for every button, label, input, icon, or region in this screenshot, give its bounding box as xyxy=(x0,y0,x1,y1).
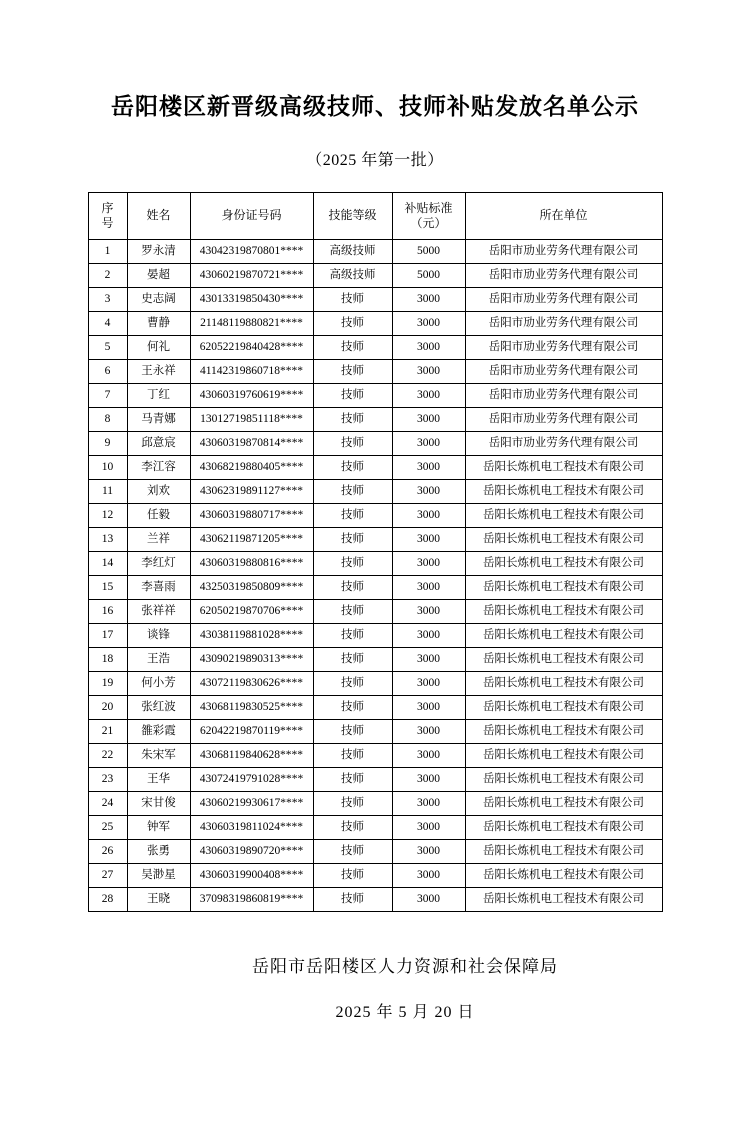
cell-unit: 岳阳长炼机电工程技术有限公司 xyxy=(465,576,662,600)
cell-id-number: 43068219880405**** xyxy=(190,456,313,480)
cell-unit: 岳阳长炼机电工程技术有限公司 xyxy=(465,600,662,624)
cell-index: 26 xyxy=(88,840,127,864)
cell-index: 15 xyxy=(88,576,127,600)
table-row xyxy=(88,336,662,360)
table-row xyxy=(88,696,662,720)
cell-unit: 岳阳长炼机电工程技术有限公司 xyxy=(465,456,662,480)
cell-subsidy: 3000 xyxy=(392,456,465,480)
cell-subsidy: 3000 xyxy=(392,840,465,864)
cell-skill-level: 技师 xyxy=(313,576,392,600)
cell-unit: 岳阳市劢业劳务代理有限公司 xyxy=(465,312,662,336)
cell-skill-level: 技师 xyxy=(313,504,392,528)
cell-subsidy: 3000 xyxy=(392,624,465,648)
cell-unit: 岳阳长炼机电工程技术有限公司 xyxy=(465,552,662,576)
cell-unit: 岳阳长炼机电工程技术有限公司 xyxy=(465,864,662,888)
cell-id-number: 43060219930617**** xyxy=(190,792,313,816)
table-row xyxy=(88,360,662,384)
cell-skill-level: 技师 xyxy=(313,288,392,312)
cell-index: 19 xyxy=(88,672,127,696)
cell-skill-level: 技师 xyxy=(313,336,392,360)
cell-unit: 岳阳长炼机电工程技术有限公司 xyxy=(465,480,662,504)
cell-id-number: 43060319890720**** xyxy=(190,840,313,864)
table-row xyxy=(88,648,662,672)
cell-index: 7 xyxy=(88,384,127,408)
column-header-subsidy-line2: （元） xyxy=(410,216,447,230)
cell-id-number: 62052219840428**** xyxy=(190,336,313,360)
cell-subsidy: 3000 xyxy=(392,312,465,336)
cell-id-number: 43038119881028**** xyxy=(190,624,313,648)
table-row xyxy=(88,840,662,864)
cell-skill-level: 技师 xyxy=(313,312,392,336)
cell-index: 22 xyxy=(88,744,127,768)
cell-name: 丁红 xyxy=(127,384,190,408)
cell-name: 宋甘俊 xyxy=(127,792,190,816)
cell-name: 何小芳 xyxy=(127,672,190,696)
table-row xyxy=(88,552,662,576)
cell-unit: 岳阳长炼机电工程技术有限公司 xyxy=(465,648,662,672)
table-header xyxy=(88,193,662,240)
cell-index: 14 xyxy=(88,552,127,576)
cell-index: 3 xyxy=(88,288,127,312)
table-row xyxy=(88,240,662,264)
table-row xyxy=(88,624,662,648)
cell-skill-level: 技师 xyxy=(313,456,392,480)
cell-subsidy: 3000 xyxy=(392,768,465,792)
table-row xyxy=(88,312,662,336)
cell-unit: 岳阳长炼机电工程技术有限公司 xyxy=(465,720,662,744)
cell-name: 何礼 xyxy=(127,336,190,360)
cell-unit: 岳阳长炼机电工程技术有限公司 xyxy=(465,792,662,816)
page-subtitle: （2025 年第一批） xyxy=(306,152,444,169)
cell-unit: 岳阳长炼机电工程技术有限公司 xyxy=(465,840,662,864)
cell-unit: 岳阳长炼机电工程技术有限公司 xyxy=(465,744,662,768)
cell-index: 4 xyxy=(88,312,127,336)
table-header-row xyxy=(88,193,662,240)
cell-id-number: 43060319870814**** xyxy=(190,432,313,456)
cell-unit: 岳阳长炼机电工程技术有限公司 xyxy=(465,888,662,912)
cell-id-number: 43060319811024**** xyxy=(190,816,313,840)
cell-name: 吴渺星 xyxy=(127,864,190,888)
cell-name: 曹静 xyxy=(127,312,190,336)
cell-subsidy: 3000 xyxy=(392,576,465,600)
table-row xyxy=(88,264,662,288)
cell-id-number: 13012719851118**** xyxy=(190,408,313,432)
table-row xyxy=(88,768,662,792)
cell-subsidy: 3000 xyxy=(392,360,465,384)
cell-subsidy: 3000 xyxy=(392,552,465,576)
cell-name: 王浩 xyxy=(127,648,190,672)
cell-unit: 岳阳长炼机电工程技术有限公司 xyxy=(465,504,662,528)
cell-index: 5 xyxy=(88,336,127,360)
table-row xyxy=(88,672,662,696)
cell-name: 李红灯 xyxy=(127,552,190,576)
cell-id-number: 21148119880821**** xyxy=(190,312,313,336)
cell-skill-level: 技师 xyxy=(313,888,392,912)
cell-skill-level: 技师 xyxy=(313,864,392,888)
cell-index: 6 xyxy=(88,360,127,384)
cell-skill-level: 技师 xyxy=(313,672,392,696)
issue-date: 2025 年 5 月 20 日 xyxy=(335,1004,475,1021)
cell-name: 刘欢 xyxy=(127,480,190,504)
column-header-name: 姓名 xyxy=(127,193,190,240)
cell-skill-level: 技师 xyxy=(313,360,392,384)
cell-unit: 岳阳市劢业劳务代理有限公司 xyxy=(465,240,662,264)
cell-name: 罗永清 xyxy=(127,240,190,264)
cell-skill-level: 高级技师 xyxy=(313,264,392,288)
cell-subsidy: 3000 xyxy=(392,288,465,312)
cell-index: 10 xyxy=(88,456,127,480)
cell-index: 11 xyxy=(88,480,127,504)
cell-name: 王晓 xyxy=(127,888,190,912)
cell-index: 9 xyxy=(88,432,127,456)
table-row xyxy=(88,456,662,480)
cell-id-number: 43062319891127**** xyxy=(190,480,313,504)
cell-subsidy: 3000 xyxy=(392,384,465,408)
cell-skill-level: 技师 xyxy=(313,384,392,408)
cell-id-number: 43250319850809**** xyxy=(190,576,313,600)
cell-unit: 岳阳长炼机电工程技术有限公司 xyxy=(465,672,662,696)
cell-id-number: 62042219870119**** xyxy=(190,720,313,744)
table-row xyxy=(88,288,662,312)
document-page xyxy=(0,88,750,1147)
cell-unit: 岳阳市劢业劳务代理有限公司 xyxy=(465,360,662,384)
cell-subsidy: 3000 xyxy=(392,888,465,912)
cell-name: 史志阔 xyxy=(127,288,190,312)
cell-subsidy: 5000 xyxy=(392,240,465,264)
cell-skill-level: 技师 xyxy=(313,768,392,792)
table-row xyxy=(88,432,662,456)
cell-subsidy: 3000 xyxy=(392,648,465,672)
cell-id-number: 43060219870721**** xyxy=(190,264,313,288)
cell-skill-level: 技师 xyxy=(313,600,392,624)
cell-skill-level: 技师 xyxy=(313,432,392,456)
cell-skill-level: 技师 xyxy=(313,720,392,744)
cell-skill-level: 技师 xyxy=(313,840,392,864)
table-row xyxy=(88,528,662,552)
table-row xyxy=(88,408,662,432)
cell-subsidy: 3000 xyxy=(392,744,465,768)
issuing-authority: 岳阳市岳阳楼区人力资源和社会保障局 xyxy=(252,957,558,976)
cell-skill-level: 技师 xyxy=(313,552,392,576)
cell-skill-level: 技师 xyxy=(313,408,392,432)
column-header-id-number: 身份证号码 xyxy=(190,193,313,240)
cell-skill-level: 技师 xyxy=(313,624,392,648)
cell-subsidy: 3000 xyxy=(392,600,465,624)
table-row xyxy=(88,792,662,816)
cell-index: 20 xyxy=(88,696,127,720)
cell-name: 任毅 xyxy=(127,504,190,528)
cell-id-number: 43060319900408**** xyxy=(190,864,313,888)
cell-name: 钟军 xyxy=(127,816,190,840)
cell-name: 兰祥 xyxy=(127,528,190,552)
table-row xyxy=(88,600,662,624)
column-header-index-line1: 序 xyxy=(101,201,114,215)
column-header-index xyxy=(88,193,127,240)
cell-skill-level: 高级技师 xyxy=(313,240,392,264)
table-row xyxy=(88,480,662,504)
cell-index: 8 xyxy=(88,408,127,432)
cell-name: 王华 xyxy=(127,768,190,792)
cell-id-number: 43068119830525**** xyxy=(190,696,313,720)
cell-index: 24 xyxy=(88,792,127,816)
cell-subsidy: 3000 xyxy=(392,816,465,840)
cell-name: 雒彩霞 xyxy=(127,720,190,744)
cell-name: 邱意宸 xyxy=(127,432,190,456)
cell-name: 张勇 xyxy=(127,840,190,864)
cell-unit: 岳阳市劢业劳务代理有限公司 xyxy=(465,336,662,360)
cell-id-number: 43072119830626**** xyxy=(190,672,313,696)
cell-name: 李喜雨 xyxy=(127,576,190,600)
cell-skill-level: 技师 xyxy=(313,648,392,672)
table-row xyxy=(88,816,662,840)
cell-name: 张红波 xyxy=(127,696,190,720)
cell-unit: 岳阳长炼机电工程技术有限公司 xyxy=(465,768,662,792)
cell-id-number: 41142319860718**** xyxy=(190,360,313,384)
column-header-index-line2: 号 xyxy=(101,216,114,230)
table-body xyxy=(88,240,662,912)
cell-unit: 岳阳长炼机电工程技术有限公司 xyxy=(465,816,662,840)
subsidy-list-table xyxy=(88,192,663,912)
cell-name: 马青娜 xyxy=(127,408,190,432)
cell-skill-level: 技师 xyxy=(313,744,392,768)
cell-unit: 岳阳长炼机电工程技术有限公司 xyxy=(465,528,662,552)
cell-subsidy: 3000 xyxy=(392,504,465,528)
cell-name: 李江容 xyxy=(127,456,190,480)
cell-id-number: 43042319870801**** xyxy=(190,240,313,264)
cell-skill-level: 技师 xyxy=(313,816,392,840)
cell-skill-level: 技师 xyxy=(313,792,392,816)
table-row xyxy=(88,744,662,768)
cell-name: 张祥祥 xyxy=(127,600,190,624)
cell-unit: 岳阳市劢业劳务代理有限公司 xyxy=(465,384,662,408)
cell-subsidy: 3000 xyxy=(392,864,465,888)
table-row xyxy=(88,888,662,912)
cell-index: 18 xyxy=(88,648,127,672)
column-header-skill-level: 技能等级 xyxy=(313,193,392,240)
cell-id-number: 43060319760619**** xyxy=(190,384,313,408)
cell-subsidy: 3000 xyxy=(392,432,465,456)
cell-subsidy: 3000 xyxy=(392,408,465,432)
cell-id-number: 43060319880816**** xyxy=(190,552,313,576)
cell-index: 17 xyxy=(88,624,127,648)
cell-subsidy: 3000 xyxy=(392,528,465,552)
cell-index: 2 xyxy=(88,264,127,288)
cell-name: 谈锋 xyxy=(127,624,190,648)
cell-unit: 岳阳市劢业劳务代理有限公司 xyxy=(465,264,662,288)
cell-id-number: 43072419791028**** xyxy=(190,768,313,792)
table-row xyxy=(88,720,662,744)
column-header-subsidy-line1: 补贴标准 xyxy=(404,201,453,215)
page-title: 岳阳楼区新晋级高级技师、技师补贴发放名单公示 xyxy=(111,93,639,119)
table-row xyxy=(88,576,662,600)
cell-name: 王永祥 xyxy=(127,360,190,384)
cell-subsidy: 3000 xyxy=(392,720,465,744)
column-header-unit: 所在单位 xyxy=(465,193,662,240)
cell-skill-level: 技师 xyxy=(313,528,392,552)
cell-skill-level: 技师 xyxy=(313,480,392,504)
cell-index: 1 xyxy=(88,240,127,264)
table-row xyxy=(88,384,662,408)
cell-index: 28 xyxy=(88,888,127,912)
cell-index: 16 xyxy=(88,600,127,624)
cell-subsidy: 3000 xyxy=(392,672,465,696)
table-row xyxy=(88,504,662,528)
cell-id-number: 43060319880717**** xyxy=(190,504,313,528)
cell-name: 朱宋军 xyxy=(127,744,190,768)
cell-unit: 岳阳市劢业劳务代理有限公司 xyxy=(465,432,662,456)
cell-subsidy: 3000 xyxy=(392,336,465,360)
cell-id-number: 37098319860819**** xyxy=(190,888,313,912)
table-row xyxy=(88,864,662,888)
cell-id-number: 43068119840628**** xyxy=(190,744,313,768)
cell-unit: 岳阳长炼机电工程技术有限公司 xyxy=(465,696,662,720)
cell-index: 21 xyxy=(88,720,127,744)
cell-subsidy: 5000 xyxy=(392,264,465,288)
cell-unit: 岳阳长炼机电工程技术有限公司 xyxy=(465,624,662,648)
cell-id-number: 43013319850430**** xyxy=(190,288,313,312)
cell-index: 25 xyxy=(88,816,127,840)
cell-index: 23 xyxy=(88,768,127,792)
cell-index: 27 xyxy=(88,864,127,888)
cell-skill-level: 技师 xyxy=(313,696,392,720)
cell-unit: 岳阳市劢业劳务代理有限公司 xyxy=(465,408,662,432)
cell-id-number: 43090219890313**** xyxy=(190,648,313,672)
cell-name: 晏超 xyxy=(127,264,190,288)
cell-subsidy: 3000 xyxy=(392,696,465,720)
cell-index: 12 xyxy=(88,504,127,528)
cell-id-number: 62050219870706**** xyxy=(190,600,313,624)
cell-unit: 岳阳市劢业劳务代理有限公司 xyxy=(465,288,662,312)
cell-id-number: 43062119871205**** xyxy=(190,528,313,552)
column-header-subsidy xyxy=(392,193,465,240)
cell-subsidy: 3000 xyxy=(392,480,465,504)
cell-index: 13 xyxy=(88,528,127,552)
cell-subsidy: 3000 xyxy=(392,792,465,816)
